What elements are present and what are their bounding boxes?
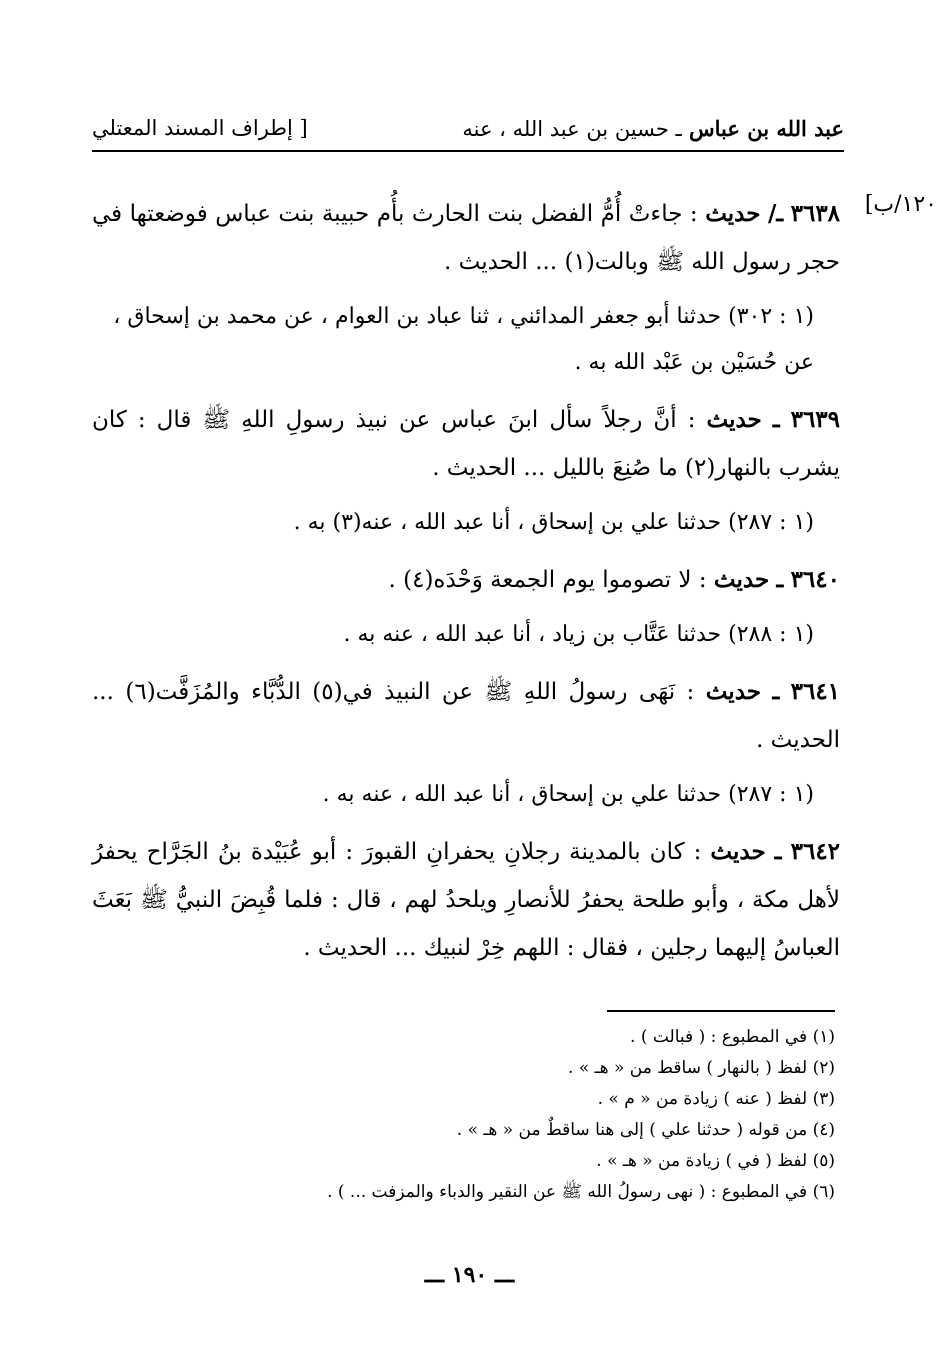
hadith-text — [92, 828, 840, 972]
hadith-text — [92, 556, 840, 604]
hadith-text — [92, 668, 840, 764]
hadith-separator: ـ — [772, 678, 780, 705]
footnote: (٢) لفظ ( بالنهار ) ساقط من « هـ » . — [568, 1058, 835, 1078]
hadith-number: ٣٦٣٩ — [790, 406, 841, 433]
hadith-body: : لا تصوموا يوم الجمعة وَحْدَه(٤) . — [388, 567, 707, 593]
hadith-number: ٣٦٤٠ — [790, 566, 840, 593]
running-header — [92, 116, 844, 152]
footnote: (٥) لفظ ( في ) زيادة من « هـ » . — [596, 1151, 835, 1171]
entry-3638 — [92, 190, 840, 386]
entry-3639 — [92, 396, 840, 546]
entry-3642 — [92, 828, 840, 972]
footnote-divider — [607, 1010, 835, 1012]
footnote: (١) في المطبوع : ( فبالت ) . — [630, 1027, 835, 1047]
hadith-label: حديث — [713, 566, 770, 593]
header-title-main: عبد الله بن عباس — [689, 116, 844, 141]
hadith-body: : أنَّ رجلاً سأل ابنَ عباس عن نبيذ رسولِ اللهِ ﷺ قال : كان يشرب بالنهار(٢) ما صُنِعَ بالليل ... الحديث . — [92, 407, 840, 481]
margin-folio-note: ١٢٠/ب] — [864, 192, 937, 217]
hadith-label: حديث — [705, 678, 761, 705]
isnad-text: (١ : ٣٠٢) حدثنا أبو جعفر المدائني ، ثنا عباد بن العوام ، عن محمد بن إسحاق ، عن حُسَيْن بن عَبْد الله به . — [113, 304, 814, 375]
header-title — [462, 116, 844, 141]
hadith-text — [92, 396, 840, 492]
hadith-body: : نَهَى رسولُ اللهِ ﷺ عن النبيذ في(٥) الدُّبَّاء والمُزَفَّت(٦) ... الحديث . — [92, 679, 840, 753]
hadith-label: حديث — [706, 406, 762, 433]
footnote: (٦) في المطبوع : ( نهى رسولُ الله ﷺ عن النقير والدباء والمزفت ... ) . — [327, 1182, 835, 1202]
footnotes — [215, 1022, 835, 1208]
hadith-label: حديث — [710, 838, 766, 865]
hadith-text — [92, 190, 840, 286]
hadith-number: ٣٦٣٨ — [790, 200, 841, 227]
isnad-text: (١ : ٢٨٧) حدثنا علي بن إسحاق ، أنا عبد الله ، عنه به . — [322, 782, 814, 807]
page-number: ـــ ١٩٠ ـــ — [424, 1262, 515, 1288]
hadith-separator: ـ/ — [767, 200, 784, 227]
hadith-label: حديث — [705, 200, 761, 227]
header-book-title: [ إطراف المسند المعتلي — [92, 116, 308, 140]
main-text — [92, 190, 840, 980]
isnad-text: (١ : ٢٨٧) حدثنا علي بن إسحاق ، أنا عبد الله ، عنه(٣) به . — [293, 510, 814, 535]
hadith-body: : جاءتْ أُمُّ الفضل بنت الحارث بأُم حبيبة بنت عباس فوضعتها في حجر رسول الله ﷺ وبالت(١) ... الحديث . — [92, 201, 840, 275]
footnote: (٣) لفظ ( عنه ) زيادة من « م » . — [597, 1089, 835, 1109]
hadith-body: : كان بالمدينة رجلانِ يحفرانِ القبورَ : أبو عُبَيْدة بنُ الجَرَّاح يحفرُ لأهل مكة ، وأبو طلحة يحفرُ للأنصارِ ويلحدُ لهم ، قال : فلما قُبِضَ النبيُّ ﷺ بَعَثَ العباسُ إليهما رجلين ، فقال : اللهم خِرْ لنبيك ... الحديث . — [92, 839, 840, 961]
hadith-number: ٣٦٤٢ — [790, 838, 841, 865]
isnad-text: (١ : ٢٨٨) حدثنا عَتَّاب بن زياد ، أنا عبد الله ، عنه به . — [343, 622, 814, 647]
hadith-separator: ـ — [776, 566, 784, 593]
hadith-separator: ـ — [774, 838, 782, 865]
footnote: (٤) من قوله ( حدثنا علي ) إلى هنا ساقطٌ من « هـ » . — [456, 1120, 835, 1140]
entry-3641 — [92, 668, 840, 818]
hadith-separator: ـ — [772, 406, 780, 433]
entry-3640 — [92, 556, 840, 658]
hadith-number: ٣٦٤١ — [790, 678, 841, 705]
header-subtitle: ـ حسين بن عبد الله ، عنه — [462, 117, 682, 141]
